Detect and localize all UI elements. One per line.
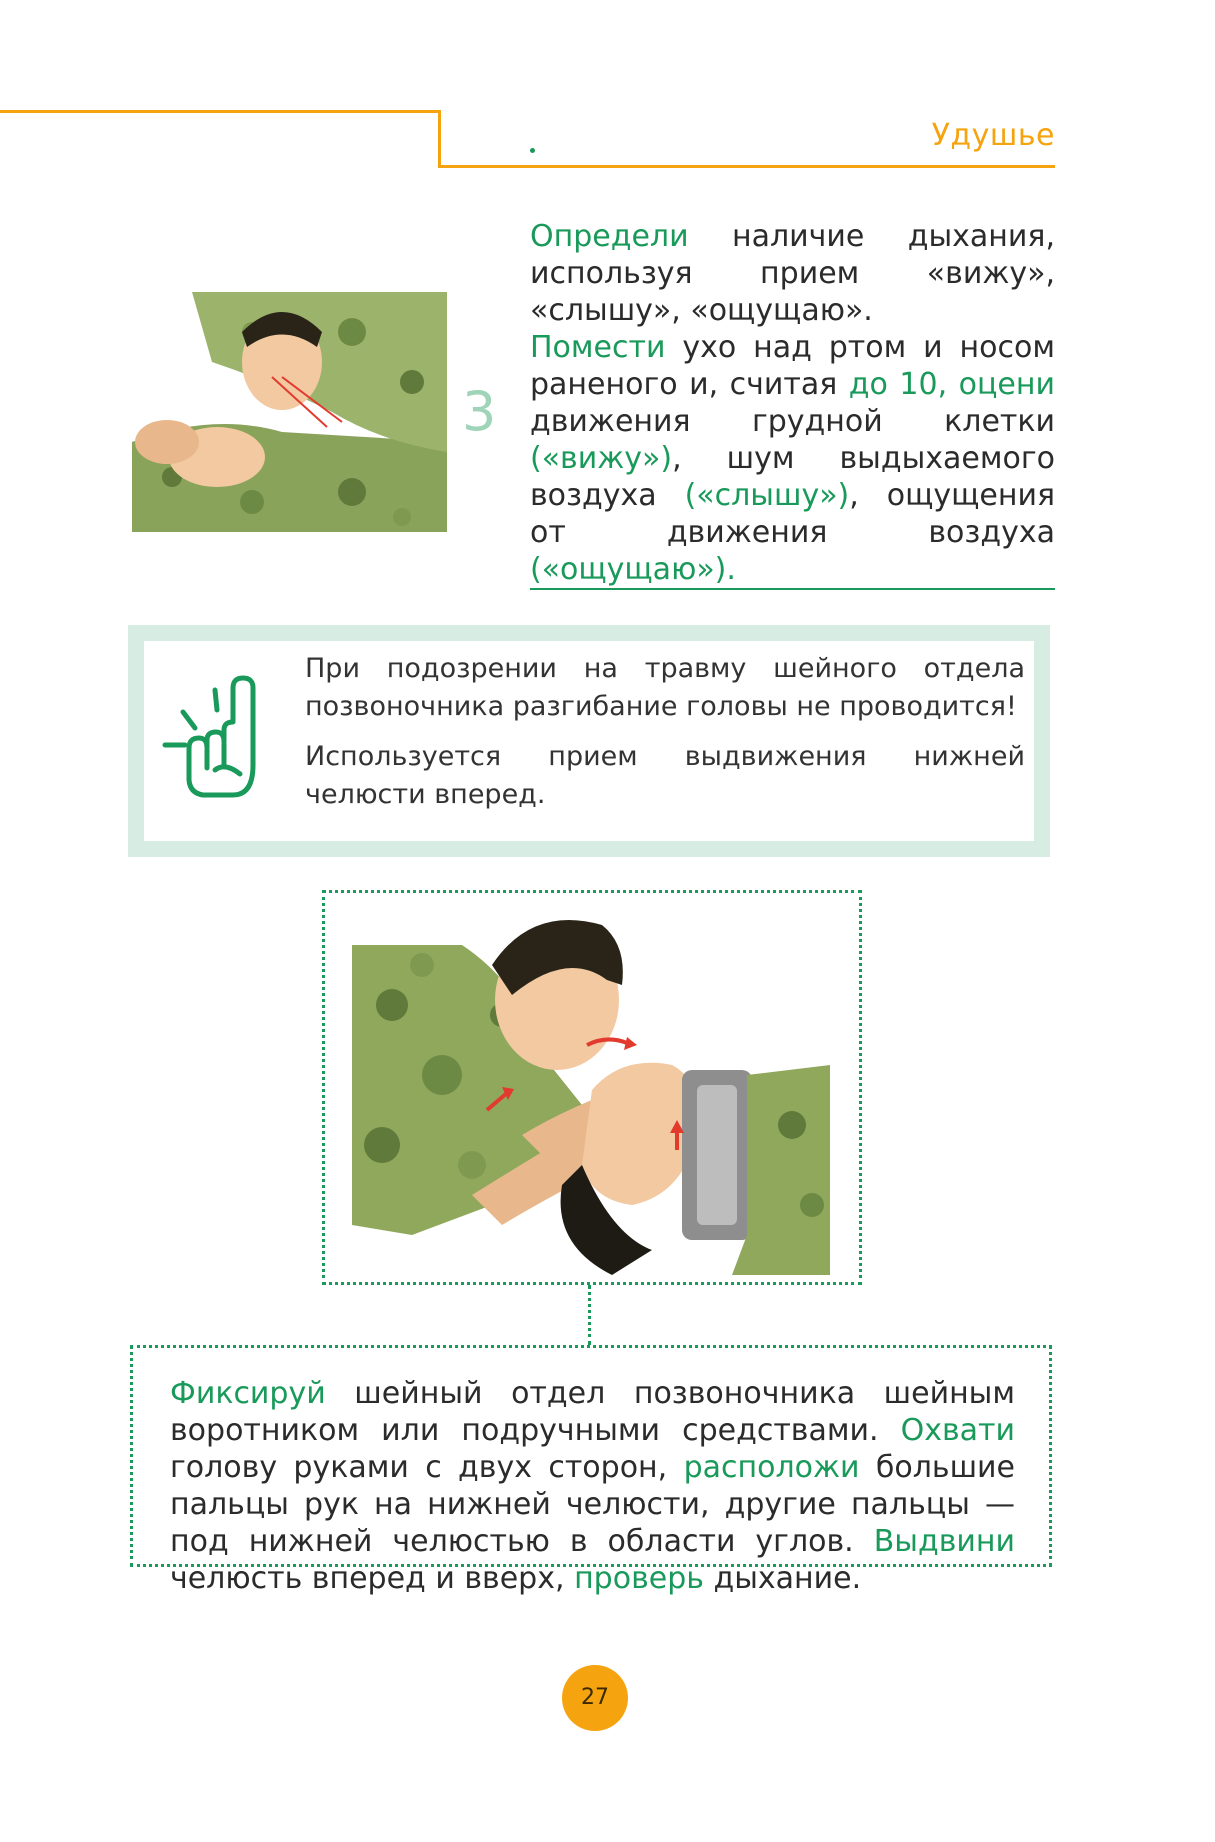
- warning-line-1: При подозрении на травму шейного отдела позвоночника разгибание головы не проводится!: [305, 653, 1025, 722]
- body-text: дыхание.: [703, 1561, 862, 1596]
- check-breathing-illustration: [132, 292, 447, 532]
- body-text: челюсть вперед и вверх,: [170, 1561, 575, 1596]
- body-text: шейный отдел позвоночника шейным воротником или подручными средствами.: [170, 1376, 1015, 1448]
- highlight-verb: Определи: [530, 219, 689, 254]
- jaw-thrust-illustration: [352, 905, 830, 1275]
- step-number: 3: [462, 380, 497, 443]
- header-rule-left: [0, 110, 440, 113]
- section-title: Удушье: [931, 118, 1055, 153]
- highlight-verb: Выдвини: [873, 1524, 1015, 1559]
- highlight-verb: («вижу»): [530, 441, 673, 476]
- highlight-verb: Охвати: [900, 1413, 1015, 1448]
- header-rule-step: [438, 110, 441, 168]
- step-instructions: [530, 218, 1055, 588]
- body-text: наличие дыхания, используя прием «вижу», «слышу», «ощущаю».: [530, 219, 1055, 328]
- highlight-verb: до 10, оцени: [848, 367, 1055, 402]
- highlight-verb: Помести: [530, 330, 666, 365]
- body-text: , шум выдыхаемого воздуха: [530, 441, 1055, 513]
- frame-connector: [588, 1285, 591, 1345]
- body-text: голову руками с двух сторон,: [170, 1450, 684, 1485]
- step-divider: [530, 588, 1055, 590]
- highlight-verb: Фиксируй: [170, 1376, 326, 1411]
- body-text: , ощущения от движения воздуха: [530, 478, 1055, 550]
- fixation-instructions: [170, 1375, 1015, 1597]
- highlight-verb: («слышу»): [684, 478, 850, 513]
- page-number: 27: [562, 1665, 628, 1731]
- highlight-verb: расположи: [683, 1450, 860, 1485]
- highlight-verb: («ощущаю»).: [530, 552, 736, 587]
- body-text: большие пальцы рук на нижней челюсти, другие пальцы — под нижней челюстью в области углов.: [170, 1450, 1015, 1559]
- warning-text: [305, 650, 1025, 826]
- body-text: ухо над ртом и носом раненого и, считая: [530, 330, 1055, 402]
- step-paragraph-1: [530, 218, 1055, 329]
- body-text: движения грудной клетки: [530, 404, 1055, 439]
- highlight-verb: проверь: [574, 1561, 704, 1596]
- header-dot: [530, 148, 535, 153]
- step-paragraph-2: [530, 329, 1055, 588]
- header-rule-right: [438, 165, 1055, 168]
- warning-line-2: Используется прием выдвижения нижней челюсти вперед.: [305, 741, 1025, 810]
- raised-finger-icon: [145, 670, 295, 810]
